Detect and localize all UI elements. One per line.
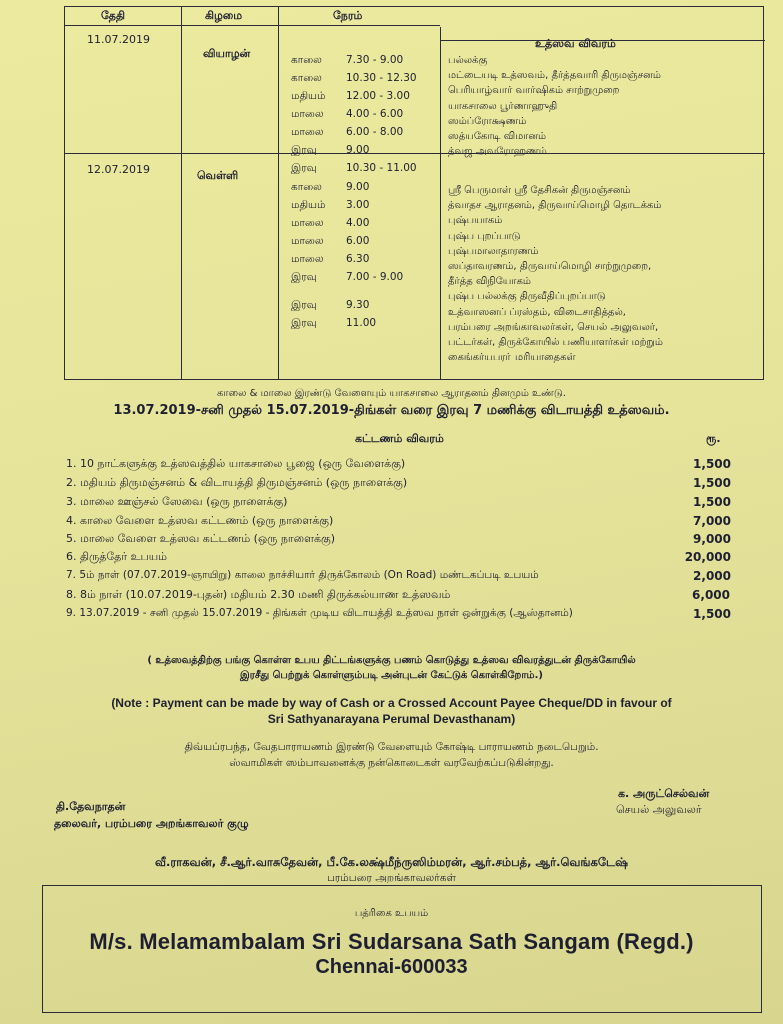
fee-item: 2. மதியம் திருமஞ்சனம் & விடாயத்தி திருமஞ்சனம் (ஒரு நாளைக்கு) 1,500 [66, 476, 731, 490]
time-slot: இரவு 9.30 [291, 299, 370, 311]
participation-line-2: இரசீது பெற்றுக் கொள்ளும்படி அன்புடன் கேட்டுக் கொள்கிறோம்.) [240, 670, 543, 681]
sponsor-city: Chennai-600033 [315, 956, 468, 978]
time-slot: மாலை 6.00 - 8.00 [291, 126, 404, 138]
time-slot: மதியம் 12.00 - 3.00 [291, 90, 410, 102]
detail-line: ஸத்யகோடி விமானம் [448, 131, 547, 143]
detail-line: தீர்த்த விநியோகம் [448, 276, 531, 288]
recital-line-1: திவ்யப்ரபந்த, வேதபாராயணம் இரண்டு வேளையும் கோஷ்டி பாராயணம் நடைபெறும். [184, 741, 599, 753]
trustees-title: பரம்பரை அறங்காவலர்கள் [327, 872, 456, 884]
executive-officer-name: க. அருட்செல்வன் [618, 787, 710, 800]
day2-day: வெள்ளி [197, 169, 239, 182]
table-divider [440, 27, 441, 379]
payment-note-line-1: (Note : Payment can be made by way of Cash or a Crossed Account Payee Cheque/DD in favour of [111, 696, 672, 710]
time-slot: காலை 7.30 - 9.00 [291, 54, 404, 66]
fee-item: 9. 13.07.2019 - சனி முதல் 15.07.2019 - திங்கள் முடிய விடாயத்தி உத்ஸவ நாள் ஒன்றுக்கு (ஆஸ்தானம்) 1,500 [66, 607, 731, 621]
day1-details [448, 53, 661, 159]
detail-line: உத்வாஸனப் ப்ரஸ்தம், விடைசாதித்தல், [448, 306, 626, 318]
header-details: உத்ஸவ விவரம் [535, 37, 616, 50]
time-slot: இரவு 11.00 [291, 317, 377, 329]
header-date: தேதி [101, 9, 125, 22]
fee-item: 6. திருத்தேர் உபயம் 20,000 [66, 550, 731, 564]
detail-line: புஷ்ப புறப்பாடு [448, 230, 521, 242]
detail-line: த்வஜ அவரோஹணம் [448, 146, 547, 158]
day2-date: 12.07.2019 [87, 163, 150, 176]
detail-line: ஸப்தாவரணம், திருவாய்மொழி சாற்றுமுறை, [448, 261, 652, 273]
detail-line: ஸம்ப்ரோக்ஷணம் [448, 115, 527, 127]
day1-time-slots [291, 50, 417, 176]
day1-day: வியாழன் [203, 47, 251, 60]
table-divider [278, 7, 279, 379]
detail-line: பட்டர்கள், திருக்கோயில் பணியாளர்கள் மற்றும் [448, 337, 663, 349]
time-slot: இரவு 7.00 - 9.00 [291, 271, 404, 283]
time-slot: இரவு 10.30 - 11.00 [291, 162, 417, 174]
time-slot: இரவு 9.00 [291, 144, 370, 156]
chairman-name: தி.தேவநாதன் [56, 800, 126, 813]
sponsor-label: பத்ரிகை உபயம் [354, 908, 429, 919]
yagasala-note: காலை & மாலை இரண்டு வேளையும் யாகசாலை ஆராதனம் தினமும் உண்டு. [217, 388, 566, 399]
schedule-table [64, 6, 764, 380]
time-slot: காலை 10.30 - 12.30 [291, 72, 417, 84]
table-divider [65, 25, 440, 26]
header-day: கிழமை [205, 9, 243, 22]
fee-item: 7. 5ம் நாள் (07.07.2019-ஞாயிறு) காலை நாச்சியார் திருக்கோலம் (On Road) மண்டகப்படி உபயம் 2,000 [66, 569, 731, 583]
fee-item: 8. 8ம் நாள் (10.07.2019-புதன்) மதியம் 2.30 மணி திருக்கல்யாண உத்ஸவம் 6,000 [66, 588, 730, 602]
trustee-names: வீ.ராகவன், சீ.ஆர்.வாசுதேவன், பீ.கே.லக்ஷ்மீந்ருஸிம்மரன், ஆர்.சம்பத், ஆர்.வெங்கடேஷ் [154, 855, 629, 869]
day1-date: 11.07.2019 [87, 33, 150, 46]
time-slot: காலை 9.00 [291, 181, 370, 193]
detail-line: ஸ்ரீ பெருமாள் ஸ்ரீ தேசிகன் திருமஞ்சனம் [448, 185, 631, 196]
time-slot: மாலை 4.00 [291, 217, 370, 229]
vidayathi-note: 13.07.2019-சனி முதல் 15.07.2019-திங்கள் வரை இரவு 7 மணிக்கு விடாயத்தி உத்ஸவம். [113, 403, 670, 418]
sponsor-name: M/s. Melamambalam Sri Sudarsana Sath Sangam (Regd.) [89, 929, 694, 954]
fee-item: 1. 10 நாட்களுக்கு உத்ஸவத்தில் யாகசாலை பூஜை (ஒரு வேளைக்கு) 1,500 [66, 457, 731, 471]
time-slot: மதியம் 3.00 [291, 199, 370, 211]
detail-line: பெரியாழ்வார் வார்ஷிகம் சாற்றுமுறை [448, 85, 620, 97]
time-slot: மாலை 6.00 [291, 235, 370, 247]
time-slot: மாலை 6.30 [291, 253, 370, 265]
chairman-title: தலைவர், பரம்பரை அறங்காவலர் குழு [54, 817, 249, 830]
detail-line: த்வாதச ஆராதனம், திருவாய்மொழி தொடக்கம் [448, 200, 662, 212]
header-time: நேரம் [333, 9, 363, 22]
day2-details [448, 183, 663, 365]
executive-officer-title: செயல் அலுவலர் [616, 803, 702, 816]
fee-item: 3. மாலை ஊஞ்சல் ஸேவை (ஒரு நாளைக்கு) 1,500 [66, 495, 731, 509]
detail-line: கைங்கர்யபரா் மரியாதைகள் [448, 352, 576, 364]
detail-line: யாகசாலை பூர்ணாஹுதி [448, 100, 558, 112]
fee-item: 5. மாலை வேளை உத்ஸவ கட்டணம் (ஒரு நாளைக்கு) 9,000 [66, 532, 731, 546]
fees-currency: ரூ. [706, 432, 721, 445]
detail-line: புஷ்பயாகம் [448, 215, 503, 227]
table-divider [181, 7, 182, 379]
payment-note-line-2: Sri Sathyanarayana Perumal Devasthanam) [267, 712, 516, 726]
detail-line: பரம்பரை அறங்காவலர்கள், செயல் அலுவலர், [448, 321, 659, 333]
detail-line: பல்லக்கு [448, 55, 488, 66]
detail-line: புஷ்ப பல்லக்கு திருவீதிப்புறப்பாடு [448, 291, 606, 303]
detail-line: புஷ்பமாலாதாரணம் [448, 245, 539, 257]
detail-line: மட்டையடி உத்ஸவம், தீர்த்தவாரி திருமஞ்சனம் [448, 70, 661, 82]
recital-line-2: ஸ்வாமிகள் ஸம்பாவனைக்கு நன்கொடைகள் வரவேற்கப்படுகின்றது. [229, 757, 554, 769]
time-slot: மாலை 4.00 - 6.00 [291, 108, 404, 120]
participation-line-1: ( உத்ஸவத்திற்கு பங்கு கொள்ள உபய திட்டங்களுக்கு பணம் கொடுத்து உத்ஸவ விவரத்துடன் திருக்கோயில் [147, 655, 636, 666]
fees-title: கட்டணம் விவரம் [355, 432, 444, 445]
fee-item: 4. காலை வேளை உத்ஸவ கட்டணம் (ஒரு நாளைக்கு) 7,000 [66, 514, 731, 528]
